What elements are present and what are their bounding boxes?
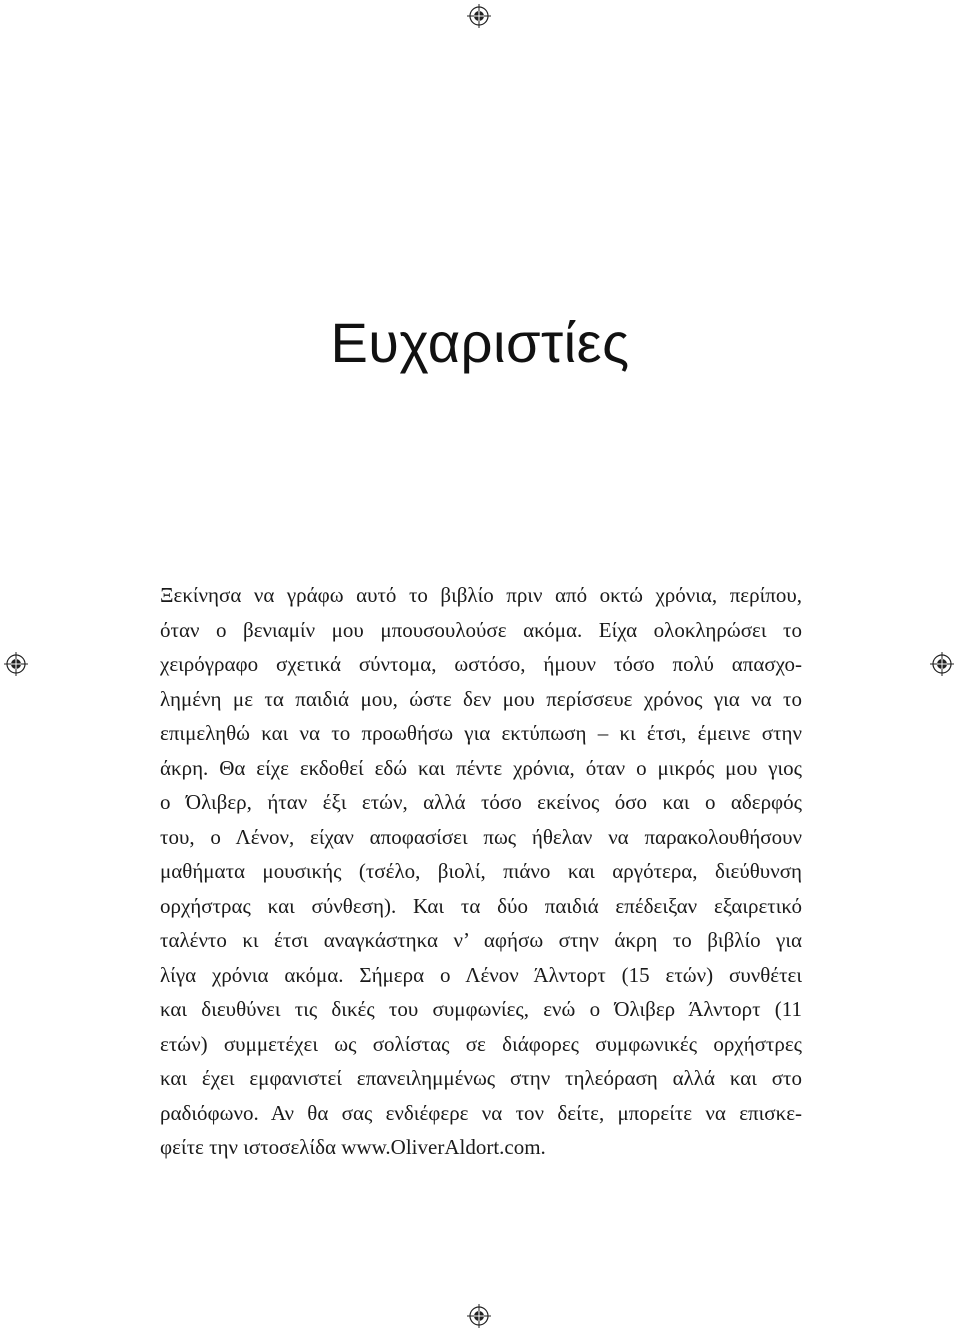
text-line: και έχει εμφανιστεί επανειλημμένως στην τηλεόραση αλλά και στο — [160, 1066, 802, 1090]
text-line: μαθήματα μουσικής (τσέλο, βιολί, πιάνο και αργότερα, διεύθυνση — [160, 859, 802, 883]
text-line: χειρόγραφο σχετικά σύντομα, ωστόσο, ήμουν τόσο πολύ απασχο- — [160, 652, 802, 676]
text-line: ετών) συμμετέχει ως σολίστας σε διάφορες συμφωνικές ορχήστρες — [160, 1031, 802, 1056]
registration-mark-icon — [467, 1304, 491, 1328]
text-line: Ξεκίνησα να γράφω αυτό το βιβλίο πριν από οκτώ χρόνια, περίπου, — [160, 583, 802, 607]
text-line: ταλέντο κι έτσι αναγκάστηκα ν’ αφήσω στην άκρη το βιβλίο για — [160, 928, 802, 952]
page-title: Ευχαριστίες — [330, 311, 630, 374]
acknowledgements-paragraph — [160, 578, 802, 1165]
text-line: άκρη. Θα είχε εκδοθεί εδώ και πέντε χρόνια, όταν ο μικρός μου γιος — [160, 755, 802, 780]
registration-mark-icon — [4, 652, 28, 676]
text-line: επιμεληθώ και να το προωθήσω για εκτύπωση – κι έτσι, έμεινε στην — [160, 721, 802, 745]
text-line: ορχήστρας και σύνθεση). Και τα δύο παιδιά επέδειξαν εξαιρετικό — [160, 893, 802, 918]
text-line: του, ο Λένον, είχαν αποφασίσει πως ήθελαν να παρακολουθήσουν — [160, 824, 802, 849]
text-line: φείτε την ιστοσελίδα www.OliverAldort.com. — [160, 1135, 546, 1159]
text-line: λίγα χρόνια ακόμα. Σήμερα ο Λένον Άλντορτ (15 ετών) συνθέτει — [160, 962, 802, 987]
text-line: όταν ο βενιαμίν μου μπουσουλούσε ακόμα. Είχα ολοκληρώσει το — [160, 617, 802, 642]
text-line: ραδιόφωνο. Αν θα σας ενδιέφερε να τον δείτε, μπορείτε να επισκε- — [160, 1100, 802, 1125]
text-line: και διευθύνει τις δικές του συμφωνίες, ενώ ο Όλιβερ Άλντορτ (11 — [160, 997, 802, 1021]
text-line: ο Όλιβερ, ήταν έξι ετών, αλλά τόσο εκείνος όσο και ο αδερφός — [160, 790, 802, 814]
registration-mark-icon — [467, 4, 491, 28]
registration-mark-icon — [930, 652, 954, 676]
text-line: λημένη με τα παιδιά μου, ώστε δεν μου περίσσευε χρόνος για να το — [160, 686, 802, 711]
